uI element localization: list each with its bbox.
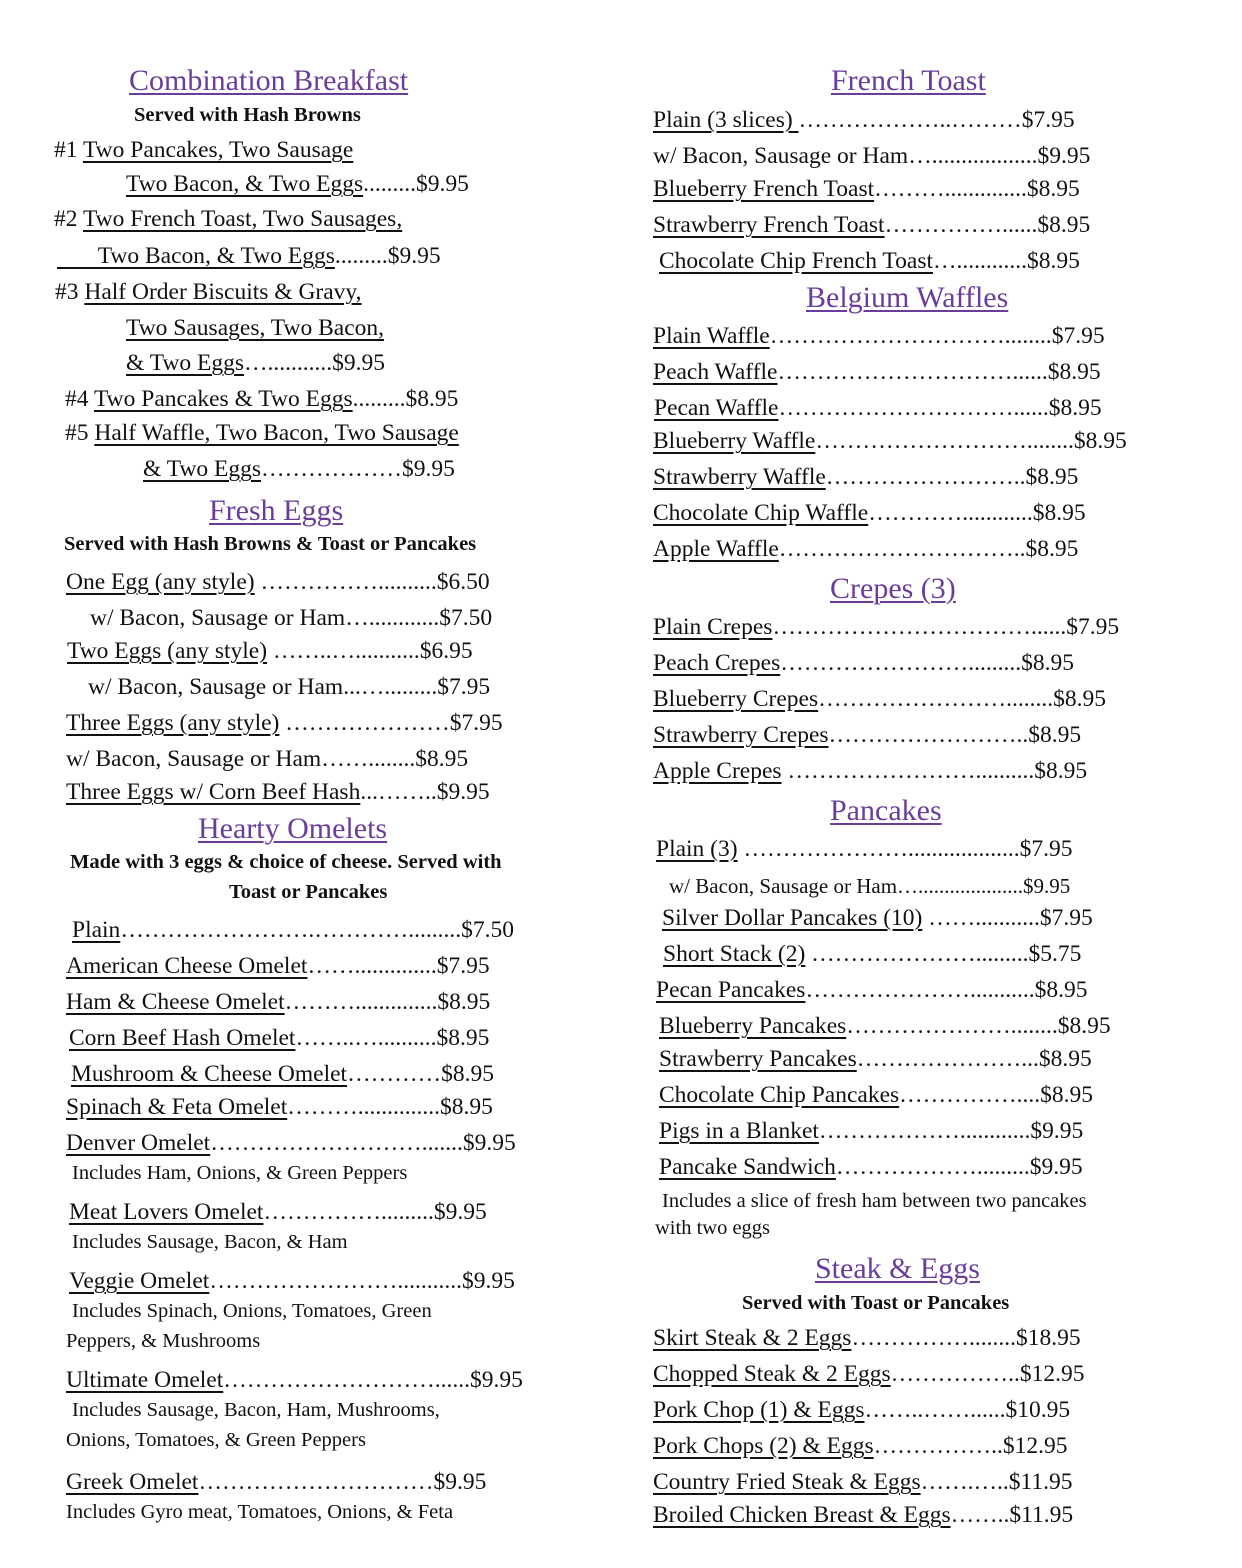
- menu-item: [66, 779, 490, 806]
- menu-item: [90, 605, 492, 632]
- item-price: $8.95: [1025, 464, 1079, 490]
- item-name: w/ Bacon, Sausage or Ham: [88, 674, 344, 700]
- leader-dots: ……………........: [851, 1325, 1016, 1351]
- item-name: Apple Waffle: [653, 536, 779, 562]
- item-price: $8.95: [437, 989, 491, 1015]
- item-price: $8.95: [1057, 1013, 1111, 1039]
- item-price: $8.95: [1021, 650, 1074, 676]
- item-price: $8.95: [1026, 176, 1080, 202]
- item-price: $9.95: [416, 171, 469, 197]
- item-name: Short Stack (2): [663, 941, 806, 967]
- item-number: #1: [54, 137, 83, 163]
- menu-item: [126, 350, 385, 377]
- menu-item: [653, 758, 1087, 785]
- menu-item: [54, 206, 402, 233]
- menu-item: [653, 1361, 1084, 1388]
- leader-dots: ……..…...........: [267, 638, 420, 664]
- item-name: Pork Chop (1) & Eggs: [653, 1397, 865, 1423]
- item-note: Peppers, & Mushrooms: [66, 1330, 261, 1352]
- menu-item: [659, 1046, 1092, 1073]
- item-note: Includes Sausage, Bacon, & Ham: [72, 1231, 348, 1253]
- menu-item: [653, 212, 1090, 239]
- leader-dots: …………............: [868, 500, 1033, 526]
- leader-dots: ……………......: [884, 212, 1038, 238]
- leader-dots: ……………………………......: [772, 614, 1067, 640]
- item-name: Two French Toast, Two Sausages,: [82, 206, 403, 232]
- item-price: $7.95: [1019, 836, 1073, 862]
- leader-dots: …..................: [908, 143, 1038, 169]
- section-title: Fresh Eggs: [209, 494, 344, 527]
- menu-item: [69, 1199, 487, 1226]
- leader-dots: …….…..: [920, 1469, 1009, 1495]
- menu-item: [653, 1433, 1068, 1460]
- menu-item: [659, 1013, 1111, 1040]
- item-price: $8.95: [1053, 686, 1106, 712]
- item-name: Ham & Cheese Omelet: [66, 989, 285, 1015]
- section-subtitle: Served with Hash Browns & Toast or Pancakes: [64, 533, 477, 555]
- item-name: w/ Bacon, Sausage or Ham: [66, 746, 322, 772]
- item-name: Plain: [72, 917, 121, 943]
- item-name: & Two Eggs: [143, 456, 262, 482]
- item-price: $8.95: [1038, 1046, 1092, 1072]
- leader-dots: ……........: [321, 746, 416, 772]
- item-price: $7.50: [461, 917, 514, 943]
- item-name: Ultimate Omelet: [66, 1367, 224, 1393]
- item-price: $12.95: [1002, 1433, 1068, 1459]
- item-price: $7.95: [437, 674, 491, 700]
- item-name: w/ Bacon, Sausage or Ham: [669, 874, 898, 898]
- item-name: Apple Crepes: [653, 758, 782, 784]
- item-name: Chocolate Chip Waffle: [653, 500, 869, 526]
- item-name: Two Eggs (any style): [67, 638, 268, 664]
- item-price: $8.95: [1025, 536, 1079, 562]
- leader-dots: …………: [347, 1061, 442, 1087]
- item-price: $8.95: [1028, 722, 1082, 748]
- item-price: $9.95: [332, 350, 386, 376]
- item-price: $8.95: [405, 386, 459, 412]
- item-number: #4: [65, 386, 94, 412]
- section-subtitle: Made with 3 eggs & choice of cheese. Served with: [70, 851, 502, 873]
- item-price: $9.95: [470, 1367, 523, 1393]
- item-price: $8.95: [1047, 359, 1101, 385]
- section-title: Hearty Omelets: [198, 812, 388, 845]
- item-name: Strawberry French Toast: [653, 212, 885, 238]
- item-note: Onions, Tomatoes, & Green Peppers: [66, 1429, 366, 1451]
- menu-item: [55, 279, 362, 306]
- menu-item: [669, 874, 1070, 899]
- item-name: Two Sausages, Two Bacon,: [126, 315, 385, 341]
- leader-dots: …………….........: [263, 1199, 434, 1225]
- leader-dots: ………..............: [284, 989, 438, 1015]
- leader-dots: …....................: [897, 874, 1024, 898]
- leader-dots: ……..: [950, 1502, 1010, 1528]
- leader-dots: ……………..: [873, 1433, 1003, 1459]
- item-price: $5.75: [1028, 941, 1082, 967]
- item-note: Includes Sausage, Bacon, Ham, Mushrooms,: [72, 1399, 440, 1421]
- menu-item: [65, 386, 458, 413]
- item-name: Veggie Omelet: [69, 1268, 210, 1294]
- item-name: & Two Eggs: [126, 350, 245, 376]
- menu-item: [653, 323, 1105, 350]
- leader-dots: …………………………......: [778, 395, 1049, 421]
- item-note: Includes Spinach, Onions, Tomatoes, Green: [72, 1300, 432, 1322]
- menu-item: [653, 428, 1127, 455]
- menu-item: [66, 1130, 516, 1157]
- item-name: Blueberry Waffle: [653, 428, 816, 454]
- leader-dots: …………………...: [856, 1046, 1039, 1072]
- menu-item: [126, 315, 384, 342]
- leader-dots: ………………………......: [223, 1367, 471, 1393]
- menu-item: [66, 1469, 486, 1496]
- item-price: $6.50: [436, 569, 490, 595]
- item-note: with two eggs: [655, 1217, 771, 1239]
- item-name: Meat Lovers Omelet: [69, 1199, 264, 1225]
- menu-item: [126, 171, 469, 198]
- item-price: $11.95: [1008, 1469, 1073, 1495]
- item-price: $8.95: [1037, 212, 1091, 238]
- item-note: Includes Ham, Onions, & Green Peppers: [72, 1162, 408, 1184]
- item-name: Pecan Pancakes: [656, 977, 806, 1003]
- leader-dots: ………………..………: [798, 107, 1022, 133]
- menu-item: [653, 176, 1080, 203]
- leader-dots: …………………….........: [780, 650, 1022, 676]
- item-price: $7.95: [1039, 905, 1093, 931]
- item-price: $9.95: [433, 1469, 487, 1495]
- item-price: $8.95: [1034, 758, 1088, 784]
- item-price: $9.95: [1023, 874, 1071, 898]
- leader-dots: ………………………........: [815, 428, 1074, 454]
- menu-item: [69, 1025, 489, 1052]
- item-name: Denver Omelet: [66, 1130, 211, 1156]
- leader-dots: ……………………...........: [209, 1268, 462, 1294]
- item-name: Peach Crepes: [653, 650, 781, 676]
- item-name: Plain (3 slices): [653, 107, 799, 133]
- leader-dots: …...........: [244, 350, 333, 376]
- menu-item: [653, 722, 1081, 749]
- item-price: $8.95: [415, 746, 469, 772]
- item-name: Blueberry Crepes: [653, 686, 819, 712]
- menu-item: [659, 1154, 1083, 1181]
- item-name: Pancake Sandwich: [659, 1154, 836, 1180]
- item-name: Blueberry Pancakes: [659, 1013, 847, 1039]
- section-title: Belgium Waffles: [806, 281, 1009, 314]
- item-price: $9.95: [1037, 143, 1091, 169]
- menu-item: [72, 917, 514, 944]
- section-title: Combination Breakfast: [129, 64, 409, 97]
- item-price: $18.95: [1015, 1325, 1081, 1351]
- menu-item: [69, 1268, 515, 1295]
- menu-item: [66, 1094, 493, 1121]
- item-name: Skirt Steak & 2 Eggs: [653, 1325, 852, 1351]
- menu-item: [653, 107, 1075, 134]
- item-name: Half Waffle, Two Bacon, Two Sausage: [94, 420, 459, 446]
- item-price: $7.95: [449, 710, 503, 736]
- leader-dots: ...……..: [360, 779, 437, 805]
- leader-dots: .........: [334, 243, 388, 269]
- item-name: Chopped Steak & 2 Eggs: [653, 1361, 891, 1387]
- item-price: $8.95: [436, 1025, 490, 1051]
- item-name: Two Bacon, & Two Eggs: [57, 243, 335, 269]
- item-price: $7.95: [436, 953, 490, 979]
- item-name: Three Eggs w/ Corn Beef Hash: [66, 779, 361, 805]
- leader-dots: .........: [352, 386, 406, 412]
- menu-item: [653, 143, 1090, 170]
- section-title: French Toast: [831, 64, 986, 97]
- leader-dots: ………………….........: [805, 941, 1029, 967]
- leader-dots: ……..............: [307, 953, 437, 979]
- leader-dots: ...….........: [343, 674, 438, 700]
- leader-dots: …………………: [279, 710, 450, 736]
- item-name: Strawberry Pancakes: [659, 1046, 857, 1072]
- item-name: Pecan Waffle: [654, 395, 779, 421]
- menu-item: [65, 420, 459, 447]
- item-price: $8.95: [1034, 977, 1088, 1003]
- section-title: Pancakes: [830, 794, 942, 827]
- item-price: $9.95: [402, 456, 455, 482]
- item-name: Strawberry Crepes: [653, 722, 829, 748]
- item-price: $8.95: [1032, 500, 1086, 526]
- item-price: $8.95: [1048, 395, 1102, 421]
- item-name: Spinach & Feta Omelet: [66, 1094, 288, 1120]
- leader-dots: …............: [933, 248, 1028, 274]
- menu-item: [656, 977, 1087, 1004]
- menu-item: [67, 638, 473, 665]
- item-price: $9.95: [1029, 1154, 1083, 1180]
- item-name: Two Bacon, & Two Eggs: [126, 171, 364, 197]
- item-price: $12.95: [1019, 1361, 1085, 1387]
- item-price: $8.95: [440, 1094, 493, 1120]
- item-name: Broiled Chicken Breast & Eggs: [653, 1502, 951, 1528]
- menu-item: [66, 569, 490, 596]
- item-name: Two Pancakes, Two Sausage: [82, 137, 354, 163]
- leader-dots: ……………….........: [835, 1154, 1030, 1180]
- leader-dots: ……………………….......: [210, 1130, 463, 1156]
- leader-dots: ……………………..: [825, 464, 1026, 490]
- leader-dots: …………………….………….........: [120, 917, 462, 943]
- menu-item: [66, 710, 503, 737]
- item-name: Pork Chops (2) & Eggs: [653, 1433, 874, 1459]
- item-price: $9.95: [461, 1268, 515, 1294]
- leader-dots: …………………………......: [777, 359, 1048, 385]
- leader-dots: ………..............: [287, 1094, 440, 1120]
- leader-dots: …………………………........: [769, 323, 1052, 349]
- section-subtitle: Toast or Pancakes: [229, 881, 388, 903]
- menu-item: [653, 500, 1086, 527]
- item-name: Two Pancakes & Two Eggs: [93, 386, 353, 412]
- item-name: Peach Waffle: [653, 359, 778, 385]
- menu-item: [57, 243, 441, 270]
- item-note: Includes a slice of fresh ham between two pancakes: [662, 1190, 1087, 1212]
- menu-item: [66, 1367, 523, 1394]
- menu-item: [659, 1082, 1093, 1109]
- item-price: $8.95: [1027, 248, 1080, 274]
- leader-dots: ……………..: [890, 1361, 1020, 1387]
- menu-item: [654, 395, 1102, 422]
- leader-dots: ……...........: [922, 905, 1040, 931]
- menu-item: [659, 1118, 1083, 1145]
- item-name: w/ Bacon, Sausage or Ham: [90, 605, 346, 631]
- item-name: Three Eggs (any style): [66, 710, 280, 736]
- item-note: Includes Gyro meat, Tomatoes, Onions, & Feta: [66, 1501, 454, 1523]
- item-price: $8.95: [441, 1061, 494, 1087]
- leader-dots: .........: [363, 171, 417, 197]
- item-price: $10.95: [1005, 1397, 1071, 1423]
- item-price: $9.95: [436, 779, 490, 805]
- leader-dots: ……..……......: [864, 1397, 1006, 1423]
- item-name: Blueberry French Toast: [653, 176, 875, 202]
- menu-item: [653, 1397, 1070, 1424]
- item-name: Plain Crepes: [653, 614, 773, 640]
- section-subtitle: Served with Toast or Pancakes: [742, 1292, 1010, 1314]
- item-name: Plain Waffle: [653, 323, 770, 349]
- section-title: Steak & Eggs: [815, 1252, 980, 1285]
- menu-item: [71, 1061, 494, 1088]
- menu-item: [653, 614, 1119, 641]
- menu-item: [88, 674, 490, 701]
- item-name: Greek Omelet: [66, 1469, 199, 1495]
- item-name: Country Fried Steak & Eggs: [653, 1469, 921, 1495]
- item-number: #2: [54, 206, 83, 232]
- menu-item: [662, 905, 1093, 932]
- leader-dots: …............: [345, 605, 440, 631]
- item-name: Corn Beef Hash Omelet: [69, 1025, 296, 1051]
- item-name: Plain (3): [656, 836, 738, 862]
- item-price: $7.95: [1066, 614, 1120, 640]
- menu-item: [653, 1502, 1073, 1529]
- item-price: $7.50: [439, 605, 493, 631]
- menu-item: [656, 836, 1072, 863]
- item-name: One Egg (any style): [66, 569, 255, 595]
- menu-item: [653, 464, 1078, 491]
- menu-item: [66, 989, 490, 1016]
- leader-dots: ……………....: [899, 1082, 1041, 1108]
- leader-dots: ……………………........: [818, 686, 1054, 712]
- item-name: American Cheese Omelet: [66, 953, 308, 979]
- item-number: #3: [55, 279, 85, 305]
- leader-dots: ………………: [261, 456, 403, 482]
- item-name: Chocolate Chip Pancakes: [659, 1082, 900, 1108]
- menu-item: [659, 248, 1080, 275]
- leader-dots: …………………...........: [805, 977, 1035, 1003]
- item-price: $6.95: [419, 638, 473, 664]
- item-name: Pigs in a Blanket: [659, 1118, 819, 1144]
- item-price: $11.95: [1009, 1502, 1074, 1528]
- menu-item: [653, 536, 1078, 563]
- item-name: Silver Dollar Pancakes (10): [662, 905, 923, 931]
- leader-dots: ……………..........: [254, 569, 437, 595]
- item-name: Strawberry Waffle: [653, 464, 826, 490]
- item-price: $9.95: [462, 1130, 516, 1156]
- menu-item: [653, 650, 1074, 677]
- menu-item: [653, 686, 1106, 713]
- menu-item: [653, 1325, 1081, 1352]
- item-price: $8.95: [1073, 428, 1127, 454]
- item-name: Half Order Biscuits & Gravy,: [84, 279, 362, 305]
- item-price: $7.95: [1051, 323, 1105, 349]
- item-name: Chocolate Chip French Toast: [659, 248, 934, 274]
- menu-item: [66, 746, 468, 773]
- item-name: Mushroom & Cheese Omelet: [71, 1061, 348, 1087]
- leader-dots: ……..…..........: [295, 1025, 437, 1051]
- section-subtitle: Served with Hash Browns: [134, 104, 361, 126]
- leader-dots: ………………............: [818, 1118, 1031, 1144]
- menu-item: [143, 456, 455, 483]
- menu-item: [54, 137, 353, 164]
- item-price: $9.95: [1030, 1118, 1084, 1144]
- leader-dots: ……………………..........: [781, 758, 1035, 784]
- section-title: Crepes (3): [830, 572, 956, 605]
- leader-dots: …………………………: [198, 1469, 434, 1495]
- menu-item: [653, 1469, 1073, 1496]
- item-price: $9.95: [433, 1199, 487, 1225]
- item-price: $8.95: [1040, 1082, 1094, 1108]
- menu-item: [663, 941, 1081, 968]
- item-name: w/ Bacon, Sausage or Ham: [653, 143, 909, 169]
- menu-item: [66, 953, 490, 980]
- item-price: $7.95: [1021, 107, 1075, 133]
- item-number: #5: [65, 420, 95, 446]
- leader-dots: …………………………..: [778, 536, 1026, 562]
- menu-item: [653, 359, 1101, 386]
- leader-dots: ………..............: [874, 176, 1027, 202]
- leader-dots: ……………………..: [828, 722, 1029, 748]
- item-price: $9.95: [387, 243, 441, 269]
- leader-dots: …………………...................: [737, 836, 1020, 862]
- leader-dots: …………………........: [846, 1013, 1058, 1039]
